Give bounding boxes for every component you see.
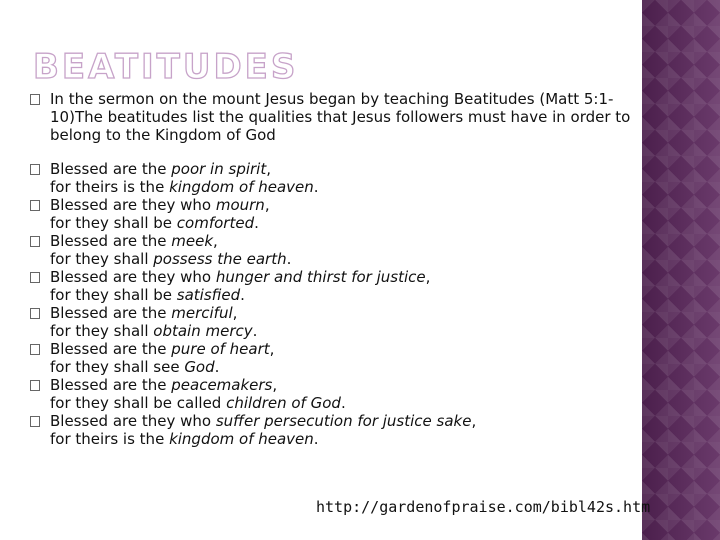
beatitude-promise: for they shall be called children of God. bbox=[50, 394, 346, 412]
beatitude-promise: for they shall be comforted. bbox=[50, 214, 259, 232]
beatitude-promise: for they shall see God. bbox=[50, 358, 220, 376]
beatitude-promise: for they shall be satisfied. bbox=[50, 286, 245, 304]
beatitude-blessing: Blessed are they who suffer persecution for justice sake, bbox=[50, 412, 477, 430]
beatitude-item bbox=[30, 412, 642, 448]
beatitude-item bbox=[30, 196, 642, 232]
beatitude-item bbox=[30, 376, 642, 412]
beatitude-blessing: Blessed are the meek, bbox=[50, 232, 218, 250]
bullet-list bbox=[30, 90, 642, 448]
decorative-band bbox=[642, 0, 720, 540]
slide-title: BEATITUDES bbox=[33, 47, 299, 87]
beatitude-item bbox=[30, 232, 642, 268]
bullet-icon bbox=[30, 236, 40, 247]
bullet-icon bbox=[30, 164, 40, 175]
beatitude-item bbox=[30, 340, 642, 376]
beatitude-blessing: Blessed are the poor in spirit, bbox=[50, 160, 272, 178]
beatitude-item bbox=[30, 304, 642, 340]
beatitude-blessing: Blessed are the pure of heart, bbox=[50, 340, 275, 358]
bullet-icon bbox=[30, 308, 40, 319]
bullet-icon bbox=[30, 200, 40, 211]
intro-text: In the sermon on the mount Jesus began by teaching Beatitudes (Matt 5:1-10)The beatitudes list the qualities that Jesus followers must have in order to belong to the Kingdom of God bbox=[50, 90, 631, 144]
beatitude-item bbox=[30, 268, 642, 304]
source-url: http://gardenofpraise.com/bibl42s.htm bbox=[316, 498, 651, 516]
bullet-icon bbox=[30, 416, 40, 427]
beatitude-promise: for theirs is the kingdom of heaven. bbox=[50, 178, 319, 196]
beatitude-item bbox=[30, 160, 642, 196]
bullet-icon bbox=[30, 272, 40, 283]
beatitude-items bbox=[30, 160, 642, 448]
beatitude-blessing: Blessed are the merciful, bbox=[50, 304, 238, 322]
beatitude-blessing: Blessed are the peacemakers, bbox=[50, 376, 278, 394]
bullet-icon bbox=[30, 94, 40, 105]
bullet-icon bbox=[30, 380, 40, 391]
beatitude-blessing: Blessed are they who mourn, bbox=[50, 196, 270, 214]
beatitude-promise: for they shall possess the earth. bbox=[50, 250, 292, 268]
beatitude-promise: for theirs is the kingdom of heaven. bbox=[50, 430, 319, 448]
beatitude-blessing: Blessed are they who hunger and thirst for justice, bbox=[50, 268, 431, 286]
bullet-icon bbox=[30, 344, 40, 355]
intro-item bbox=[30, 90, 642, 144]
beatitude-promise: for they shall obtain mercy. bbox=[50, 322, 258, 340]
